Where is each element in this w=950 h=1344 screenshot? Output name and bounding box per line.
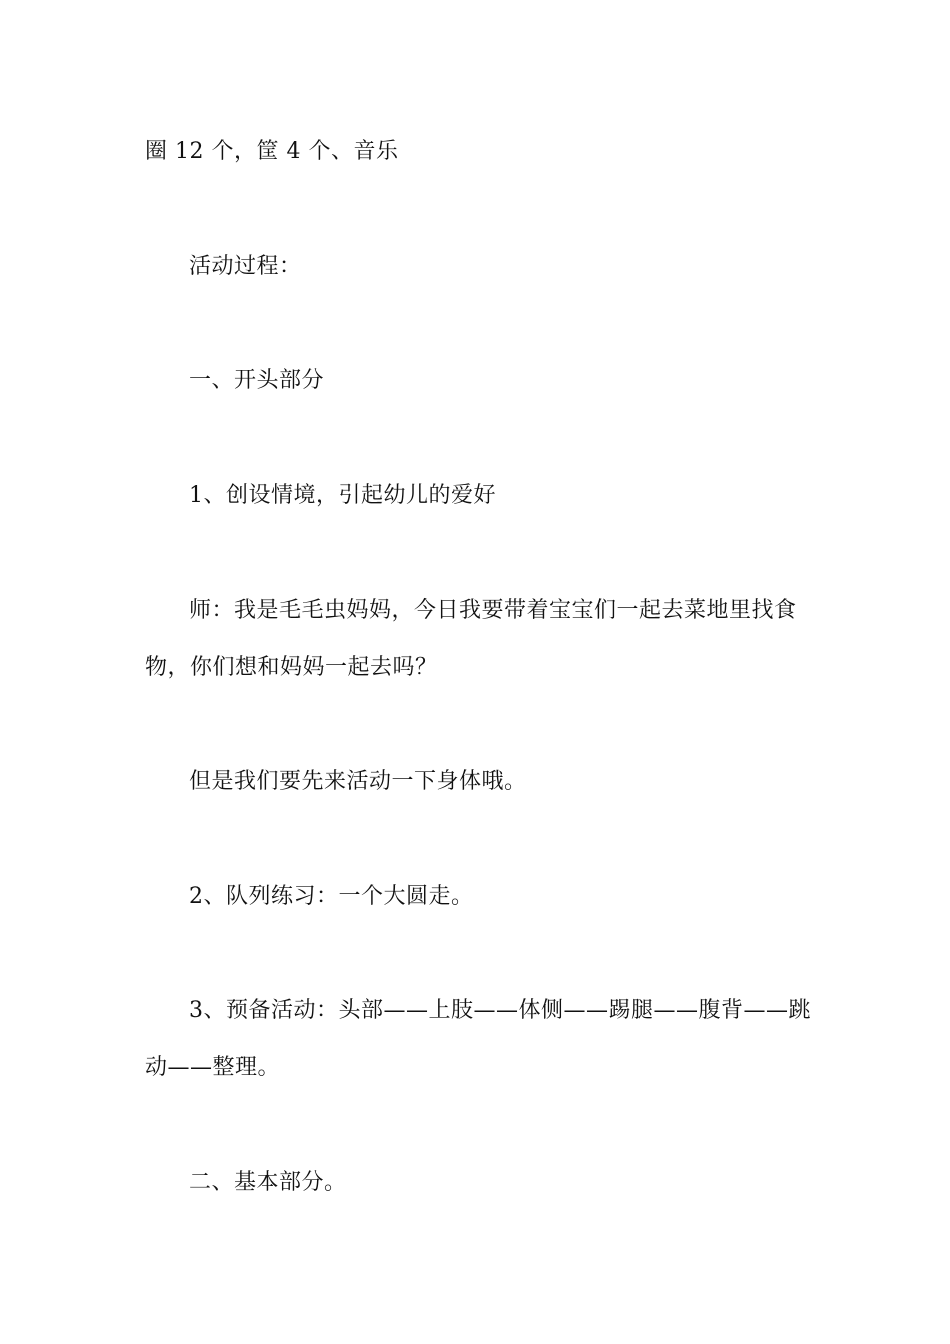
step-three-line-1: 3、预备活动：头部——上肢——体侧——踢腿——腹背——跳 [189, 998, 811, 1023]
materials-line: 圈 12 个，筐 4 个、音乐 [145, 139, 399, 164]
step-one-heading: 1、创设情境，引起幼儿的爱好 [189, 483, 496, 508]
activity-process-heading: 活动过程： [189, 254, 302, 279]
section-two-heading: 二、基本部分。 [189, 1170, 347, 1195]
step-three-line-2: 动——整理。 [145, 1055, 281, 1080]
step-two-line: 2、队列练习：一个大圆走。 [189, 884, 474, 909]
teacher-dialogue-line-2: 物，你们想和妈妈一起去吗？ [145, 655, 438, 680]
warmup-intro-line: 但是我们要先来活动一下身体哦。 [189, 769, 527, 794]
section-one-heading: 一、开头部分 [189, 368, 325, 393]
teacher-dialogue-line-1: 师：我是毛毛虫妈妈，今日我要带着宝宝们一起去菜地里找食 [189, 598, 797, 623]
